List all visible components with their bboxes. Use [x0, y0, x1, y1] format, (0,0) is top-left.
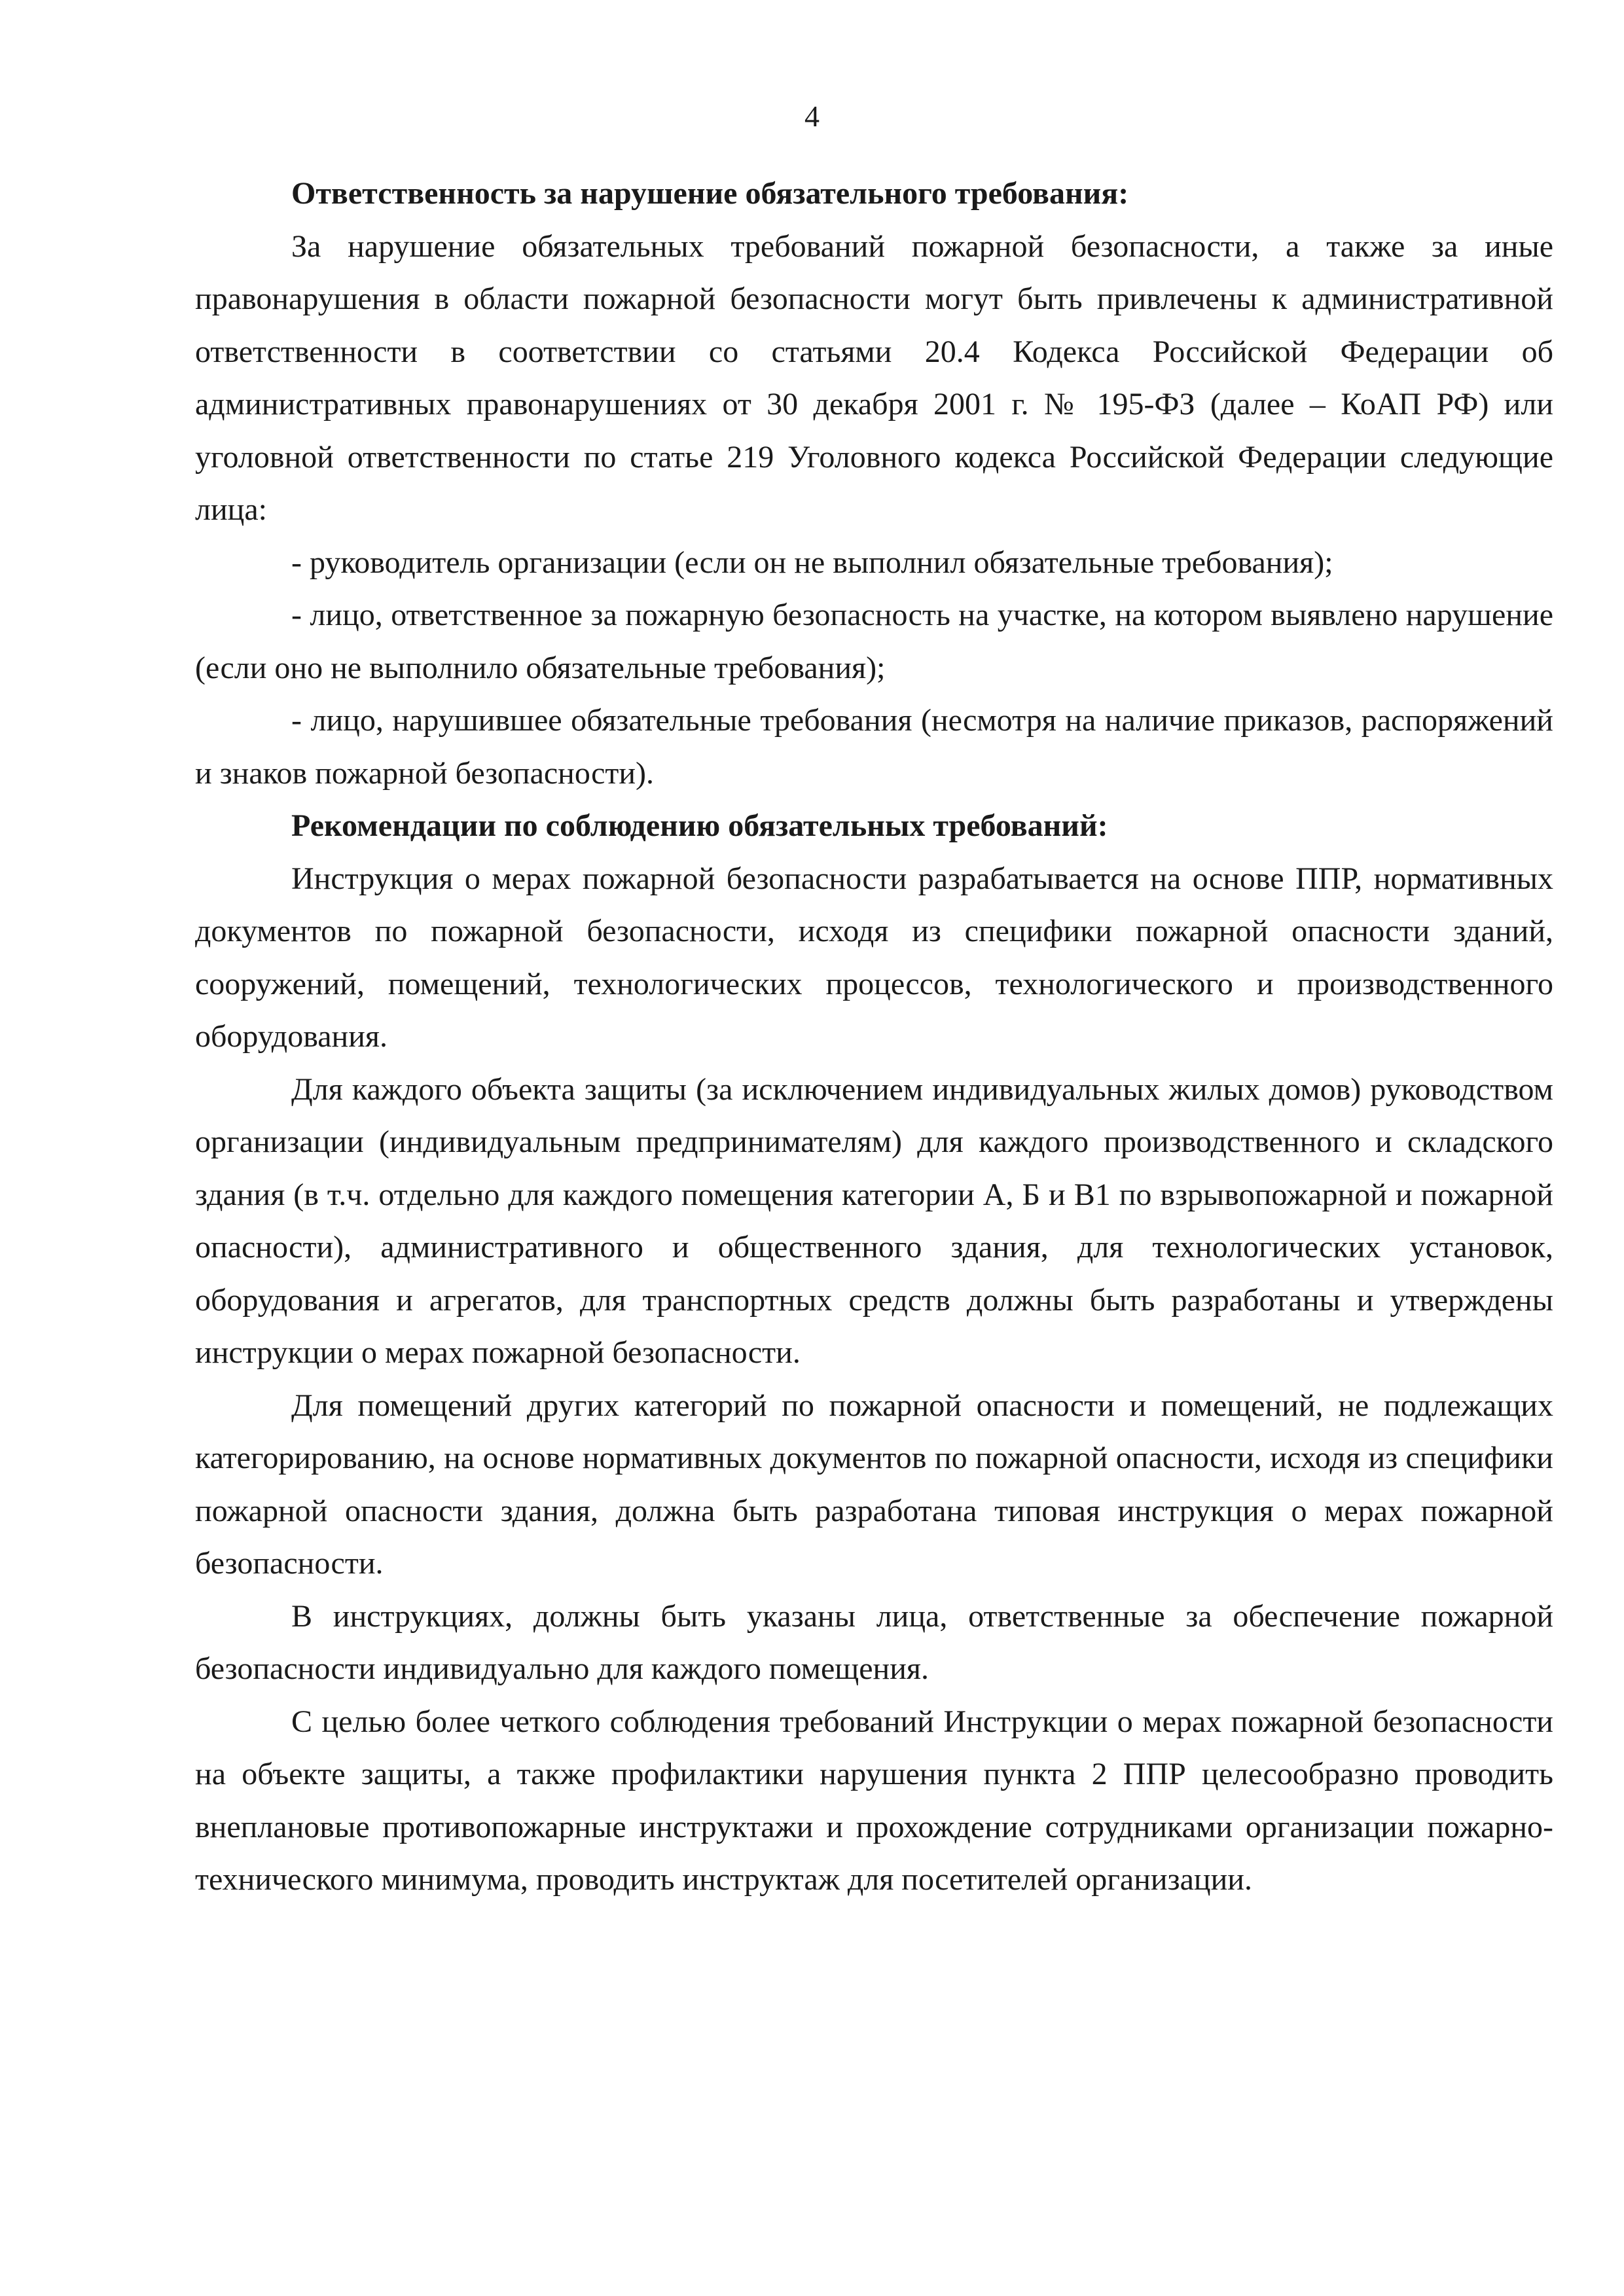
- list-item-violator: - лицо, нарушившее обязательные требования (несмотря на наличие приказов, распоряжений и знаков пожарной безопасности).: [195, 703, 1553, 791]
- page-number: 4: [804, 99, 820, 133]
- paragraph-instruction-per-object: Для каждого объекта защиты (за исключением индивидуальных жилых домов) руководством организации (индивидуальным предпринимателям) для каждого производственного и складского здания (в т.ч. отдельно для каждого помещения категории А, Б и В1 по взрывопожарной и пожарной опасности), административного и общественного здания, для технологических установок, оборудования и агрегатов, для транспортных средств должны быть разработаны и утверждены инструкции о мерах пожарной безопасности.: [195, 1071, 1553, 1370]
- section-heading-recommendations: Рекомендации по соблюдению обязательных требований:: [291, 808, 1108, 843]
- list-item-responsible-person: - лицо, ответственное за пожарную безопасность на участке, на котором выявлено нарушение (если оно не выполнило обязательные требования);: [195, 598, 1553, 685]
- paragraph-briefings: С целью более четкого соблюдения требований Инструкции о мерах пожарной безопасности на объекте защиты, а также профилактики нарушения пункта 2 ППР целесообразно проводить внеплановые противопожарные инструктажи и прохождение сотрудниками организации пожарно-технического минимума, проводить инструктаж для посетителей организации.: [195, 1704, 1553, 1897]
- paragraph-responsible-persons: В инструкциях, должны быть указаны лица, ответственные за обеспечение пожарной безопасности индивидуально для каждого помещения.: [195, 1598, 1553, 1686]
- paragraph-typical-instruction: Для помещений других категорий по пожарной опасности и помещений, не подлежащих категорированию, на основе нормативных документов по пожарной опасности, исходя из специфики пожарной опасности здания, должна быть разработана типовая инструкция о мерах пожарной безопасности.: [195, 1388, 1553, 1581]
- list-item-head-of-organization: - руководитель организации (если он не выполнил обязательные требования);: [291, 545, 1333, 580]
- section-heading-liability: Ответственность за нарушение обязательного требования:: [291, 176, 1129, 211]
- paragraph-instruction-basis: Инструкция о мерах пожарной безопасности разрабатывается на основе ППР, нормативных документов по пожарной безопасности, исходя из специфики пожарной опасности зданий, сооружений, помещений, технологических процессов, технологического и производственного оборудования.: [195, 861, 1553, 1054]
- document-body: [195, 168, 1553, 1907]
- paragraph-liability-intro: За нарушение обязательных требований пожарной безопасности, а также за иные правонарушения в области пожарной безопасности могут быть привлечены к административной ответственности в соответствии со статьями 20.4 Кодекса Российской Федерации об административных правонарушениях от 30 декабря 2001 г. № 195-ФЗ (далее – КоАП РФ) или уголовной ответственности по статье 219 Уголовного кодекса Российской Федерации следующие лица:: [195, 228, 1553, 527]
